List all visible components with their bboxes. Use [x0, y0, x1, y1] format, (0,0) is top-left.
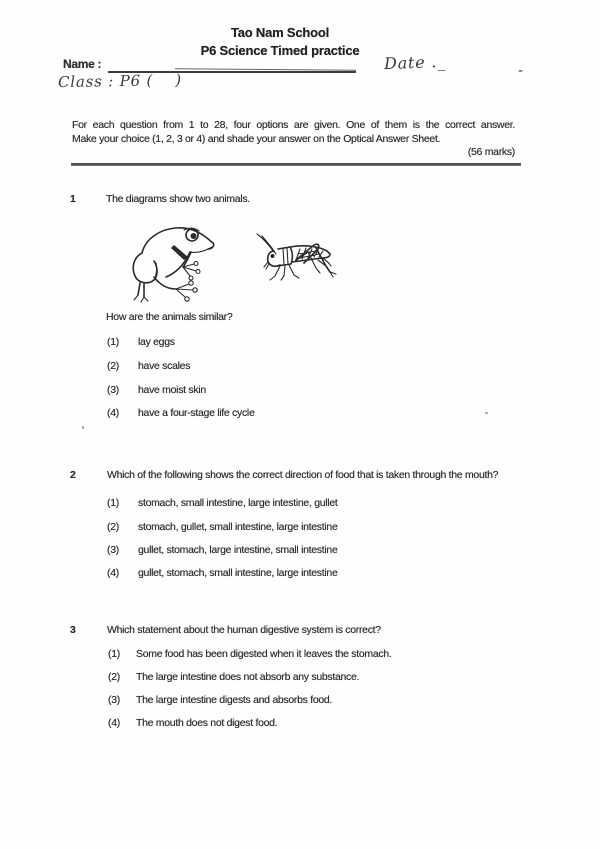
option-number: (1)	[108, 648, 120, 660]
question-2-number: 2	[70, 469, 76, 481]
date-handwritten: Date ._	[383, 51, 447, 74]
question-2-option-row	[107, 497, 527, 510]
question-1-subtext: How are the animals similar?	[106, 311, 233, 323]
option-number: (4)	[107, 407, 119, 419]
option-number: (1)	[107, 336, 119, 348]
question-1-option-row	[107, 407, 527, 420]
marks-total: (56 marks)	[467, 146, 515, 158]
option-number: (4)	[107, 567, 119, 579]
question-2-option-row	[107, 544, 527, 557]
question-2-text: Which of the following shows the correct direction of food that is taken through the mouth?	[107, 469, 499, 481]
question-3-number: 3	[70, 624, 76, 636]
question-3-option-row	[108, 694, 528, 707]
scan-artifact-dot	[485, 412, 488, 414]
option-text: The mouth does not digest food.	[136, 717, 278, 729]
instructions-line-1: For each question from 1 to 28, four options are given. One of them is the correct answer.	[72, 119, 515, 131]
option-text: The large intestine does not absorb any substance.	[136, 671, 360, 683]
option-number: (3)	[107, 544, 119, 556]
grasshopper-illustration-icon	[256, 232, 340, 290]
option-text: gullet, stomach, large intestine, small intestine	[138, 544, 338, 556]
class-handwritten: Class : P6 ( )	[57, 70, 183, 92]
option-number: (1)	[107, 497, 119, 509]
option-text: stomach, small intestine, large intestine, gullet	[138, 497, 338, 509]
option-text: stomach, gullet, small intestine, large intestine	[138, 521, 338, 533]
option-number: (3)	[108, 694, 120, 706]
divider-rule	[71, 163, 521, 166]
frog-illustration-icon	[128, 221, 220, 303]
option-number: (2)	[108, 671, 120, 683]
school-name: Tao Nam School	[230, 25, 330, 40]
name-label: Name :	[63, 57, 102, 71]
option-number: (2)	[107, 521, 119, 533]
question-2-option-row	[107, 567, 527, 580]
question-1-option-row	[107, 384, 527, 397]
question-1-text: The diagrams show two animals.	[106, 193, 250, 205]
date-dash-mark: -	[518, 61, 524, 79]
question-1-option-row	[107, 360, 527, 373]
option-number: (4)	[108, 717, 120, 729]
question-3-option-row	[108, 717, 528, 730]
option-text: have a four-stage life cycle	[138, 407, 255, 419]
question-3-option-row	[108, 648, 528, 661]
option-text: The large intestine digests and absorbs food.	[136, 694, 333, 706]
option-text: have moist skin	[138, 384, 206, 396]
instructions-line-2: Make your choice (1, 2, 3 or 4) and shade your answer on the Optical Answer Sheet.	[72, 133, 441, 145]
question-1-option-row	[107, 336, 527, 349]
option-text: Some food has been digested when it leaves the stomach.	[136, 648, 392, 660]
question-2-option-row	[107, 521, 527, 534]
question-3-text: Which statement about the human digestive system is correct?	[107, 624, 381, 636]
option-number: (2)	[107, 360, 119, 372]
option-number: (3)	[107, 384, 119, 396]
scan-artifact-dot	[82, 426, 84, 429]
question-1-number: 1	[70, 193, 76, 205]
paper-title: P6 Science Timed practice	[200, 43, 360, 58]
option-text: gullet, stomach, small intestine, large intestine	[138, 567, 338, 579]
question-3-option-row	[108, 671, 528, 684]
option-text: have scales	[138, 360, 191, 372]
option-text: lay eggs	[138, 336, 175, 348]
